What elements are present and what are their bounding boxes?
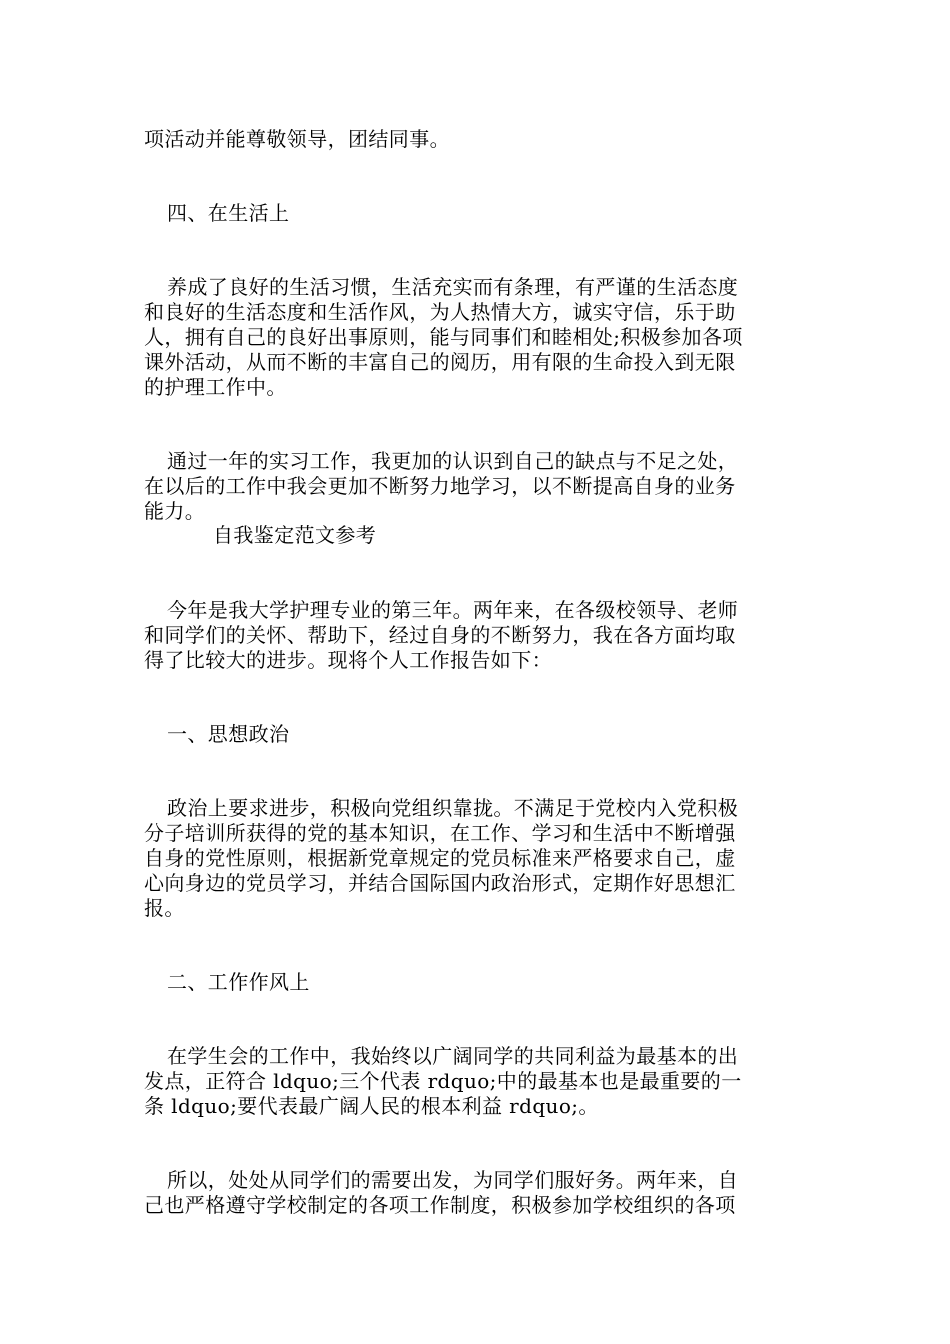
paragraph-line: 和同学们的关怀、帮助下，经过自身的不断努力，我在各方面均取: [144, 623, 736, 647]
paragraph-line: 在学生会的工作中，我始终以广阔同学的共同利益为最基本的出: [167, 1044, 739, 1068]
paragraph-line: 政治上要求进步，积极向党组织靠拢。不满足于党校内入党积极: [167, 796, 739, 820]
paragraph-line: 人，拥有自己的良好出事原则，能与同事们和睦相处;积极参加各项: [144, 325, 743, 349]
paragraph-line: 养成了良好的生活习惯，生活充实而有条理，有严谨的生活态度: [167, 275, 739, 299]
paragraph-line: 和良好的生活态度和生活作风，为人热情大方，诚实守信，乐于助: [144, 300, 736, 324]
paragraph-line: 通过一年的实习工作，我更加的认识到自己的缺点与不足之处，: [167, 449, 739, 473]
paragraph-line: 所以，处处从同学们的需要出发，为同学们服好务。两年来，自: [167, 1168, 739, 1192]
paragraph-line: 己也严格遵守学校制定的各项工作制度，积极参加学校组织的各项: [144, 1193, 736, 1217]
section-heading-life: 四、在生活上: [167, 201, 290, 225]
paragraph-line: 报。: [144, 896, 185, 920]
paragraph-line: 的护理工作中。: [144, 375, 287, 399]
paragraph-line: 分子培训所获得的党的基本知识，在工作、学习和生活中不断增强: [144, 821, 736, 845]
paragraph-line: 心向身边的党员学习，并结合国际国内政治形式，定期作好思想汇: [144, 871, 736, 895]
paragraph-line: 条 ldquo;要代表最广阔人民的根本利益 rdquo;。: [144, 1094, 599, 1118]
paragraph-line: 课外活动，从而不断的丰富自己的阅历，用有限的生命投入到无限: [144, 350, 736, 374]
paragraph-line: 能力。: [144, 499, 206, 523]
paragraph-line: 项活动并能尊敬领导，团结同事。: [144, 127, 450, 151]
paragraph-line: 自身的党性原则，根据新党章规定的党员标准来严格要求自己，虚: [144, 846, 736, 870]
paragraph-line: 得了比较大的进步。现将个人工作报告如下：: [144, 648, 552, 672]
document-title: 自我鉴定范文参考: [213, 523, 377, 547]
paragraph-line: 今年是我大学护理专业的第三年。两年来，在各级校领导、老师: [167, 598, 739, 622]
section-heading-politics: 一、思想政治: [167, 722, 290, 746]
paragraph-line: 在以后的工作中我会更加不断努力地学习，以不断提高自身的业务: [144, 474, 736, 498]
section-heading-work-style: 二、工作作风上: [167, 970, 310, 994]
paragraph-line: 发点，正符合 ldquo;三个代表 rdquo;中的最基本也是最重要的一: [144, 1069, 742, 1093]
